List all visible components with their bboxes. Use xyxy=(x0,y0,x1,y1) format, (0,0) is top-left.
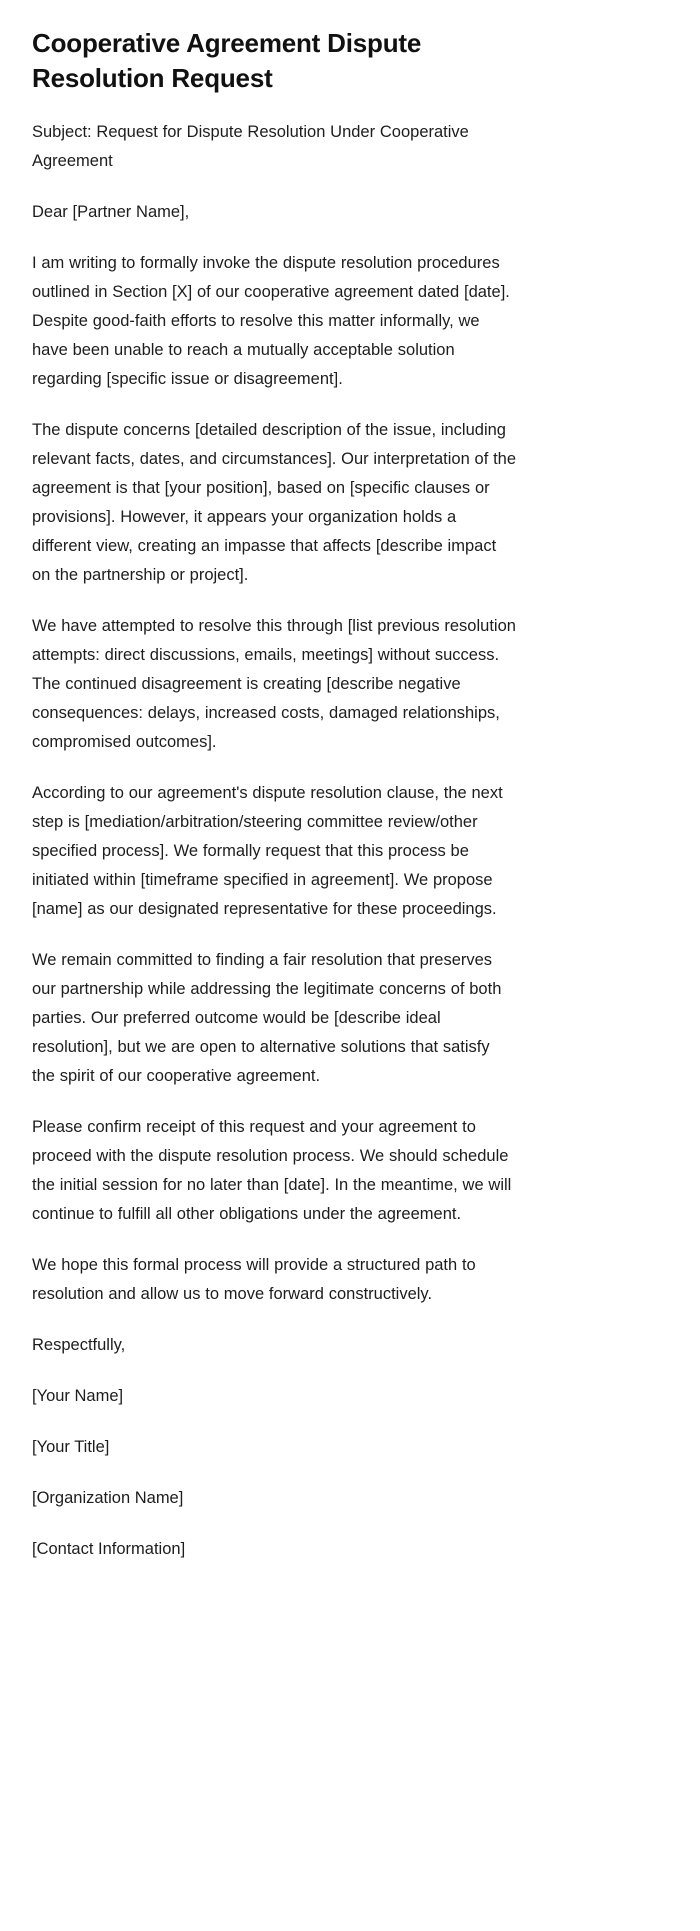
signature-your-title: [Your Title] xyxy=(32,1438,110,1456)
salutation: Dear [Partner Name], xyxy=(32,203,190,221)
body-paragraph-1: I am writing to formally invoke the dispute resolution procedures outlined in Section [X] of our cooperative agreement dated [date]. Despite good-faith efforts to resolve this matter informally, we have been unable to reach a mutually acceptable solution regarding [specific issue or disagreement]. xyxy=(32,254,510,388)
body-paragraph-6: Please confirm receipt of this request and your agreement to proceed with the dispute resolution process. We should schedule the initial session for no later than [date]. In the meantime, we will continue to fulfill all other obligations under the agreement. xyxy=(32,1118,512,1223)
signature-your-name: [Your Name] xyxy=(32,1387,124,1405)
body-paragraph-3: We have attempted to resolve this through [list previous resolution attempts: direct discussions, emails, meetings] without success. The continued disagreement is creating [describe negative consequences: delays, increased costs, damaged relationships, compromised outcomes]. xyxy=(32,617,516,751)
closing-salutation: Respectfully, xyxy=(32,1336,126,1354)
page-title: Cooperative Agreement Dispute Resolution Request xyxy=(32,28,422,93)
signature-organization-name: [Organization Name] xyxy=(32,1489,184,1507)
subject-line: Subject: Request for Dispute Resolution Under Cooperative Agreement xyxy=(32,123,469,170)
body-paragraph-7: We hope this formal process will provide a structured path to resolution and allow us to move forward constructively. xyxy=(32,1256,476,1303)
body-paragraph-5: We remain committed to finding a fair resolution that preserves our partnership while addressing the legitimate concerns of both parties. Our preferred outcome would be [describe ideal resolution], but we are open to alternative solutions that satisfy the spirit of our cooperative agreement. xyxy=(32,951,502,1085)
signature-contact-information: [Contact Information] xyxy=(32,1540,186,1558)
body-paragraph-4: According to our agreement's dispute resolution clause, the next step is [mediation/arbitration/steering committee review/other specified process]. We formally request that this process be initiated within [timeframe specified in agreement]. We propose [name] as our designated representative for these proceedings. xyxy=(32,784,503,918)
body-paragraph-2: The dispute concerns [detailed description of the issue, including relevant facts, dates, and circumstances]. Our interpretation of the agreement is that [your position], based on [specific clauses or provisions]. However, it appears your organization holds a different view, creating an impasse that affects [describe impact on the partnership or project]. xyxy=(32,421,517,584)
